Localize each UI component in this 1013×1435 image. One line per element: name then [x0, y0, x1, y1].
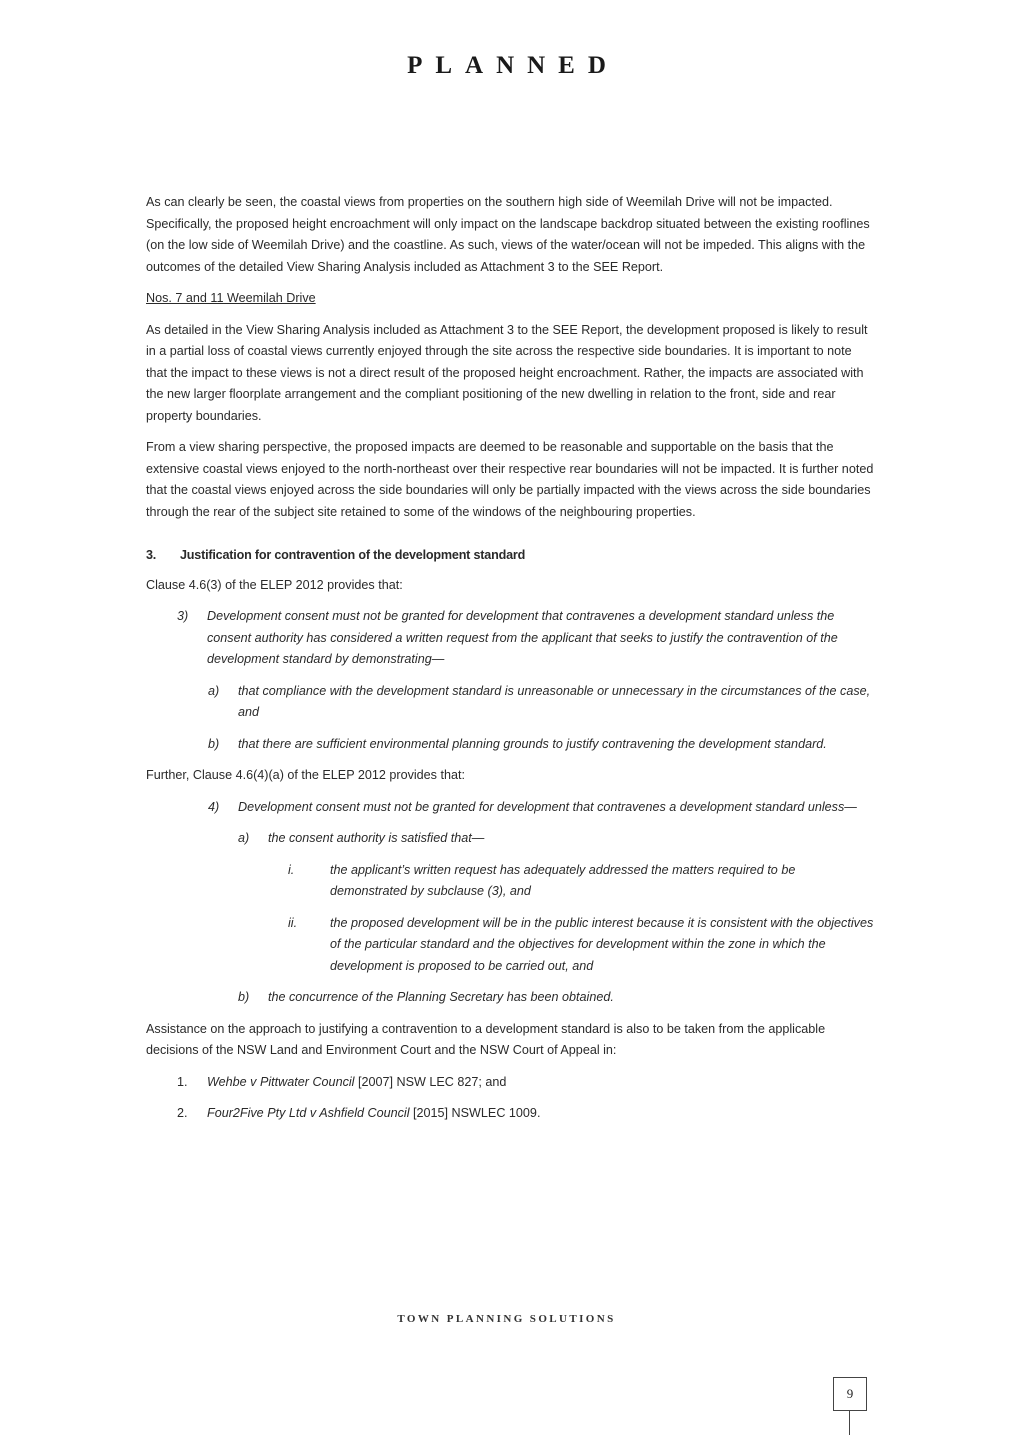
clause-4-a-ii-text: the proposed development will be in the public interest because it is consistent with the objectives of the particular standard and the objectives for development within the zone in which the development is proposed to be carried out, and	[330, 915, 874, 973]
page-number-tick	[849, 1411, 850, 1435]
case-number: 2.	[177, 1106, 188, 1120]
clause-4	[146, 797, 874, 819]
section-title: Justification for contravention of the development standard	[180, 548, 526, 562]
subheading-weemilah-drive: Nos. 7 and 11 Weemilah Drive	[146, 291, 316, 305]
clause-4-a-ii-marker: ii.	[288, 915, 298, 930]
paragraph-coastal-views: As can clearly be seen, the coastal views from properties on the southern high side of Weemilah Drive will not be impacted. Specifically, the proposed height encroachment will only impact on the landscape backdrop situated between the existing rooflines (on the low side of Weemilah Drive) and the coastline. As such, views of the water/ocean will not be impeded. This aligns with the outcomes of the detailed View Sharing Analysis included as Attachment 3 to the SEE Report.	[146, 195, 870, 274]
clause-3-a	[146, 681, 874, 724]
clause-4-a-i-marker: i.	[288, 862, 295, 877]
case-name: Four2Five Pty Ltd v Ashfield Council	[207, 1106, 410, 1120]
case-list-item	[146, 1103, 874, 1125]
paragraph-assistance: Assistance on the approach to justifying a contravention to a development standard is also to be taken from the applicable decisions of the NSW Land and Environment Court and the NSW Court of Appeal in:	[146, 1021, 826, 1057]
clause-4-a-i-text: the applicant’s written request has adequately addressed the matters required to be demonstrated by subclause (3), and	[330, 862, 796, 898]
clause-4-marker: 4)	[208, 799, 220, 814]
clause-4-a	[146, 828, 874, 850]
clause-3-b	[146, 734, 874, 756]
clause-3-b-marker: b)	[208, 736, 220, 751]
clause-4-a-text: the consent authority is satisfied that—	[268, 831, 485, 845]
section-heading	[146, 545, 874, 567]
clause-3-a-text: that compliance with the development standard is unreasonable or unnecessary in the circumstances of the case, and	[238, 683, 871, 719]
document-body	[146, 192, 874, 1135]
paragraph-view-sharing-perspective: From a view sharing perspective, the proposed impacts are deemed to be reasonable and supportable on the basis that the extensive coastal views enjoyed to the north-northeast over their respective rear boundaries will not be impacted. It is further noted that the coastal views enjoyed across the side boundaries will only be partially impacted with the views across the side boundaries through the rear of the subject site retained to some of the windows of the neighbouring properties.	[146, 440, 874, 519]
clause-4-b-marker: b)	[238, 990, 250, 1004]
clause-4-a-ii	[146, 913, 874, 978]
case-citation: [2007] NSW LEC 827; and	[354, 1074, 507, 1089]
clause-4-b	[146, 987, 874, 1009]
case-citation: [2015] NSWLEC 1009.	[409, 1106, 541, 1120]
page-number: 9	[833, 1377, 867, 1411]
header-brand: PLANNED	[407, 52, 619, 79]
clause-4-text: Development consent must not be granted for development that contravenes a development standard unless—	[238, 799, 857, 814]
clause-3-text: Development consent must not be granted for development that contravenes a development standard unless the consent authority has considered a written request from the applicant that seeks to justify the contravention of the development standard by demonstrating—	[207, 609, 838, 666]
clause-intro-4-6-3: Clause 4.6(3) of the ELEP 2012 provides that:	[146, 577, 403, 592]
clause-4-a-i	[146, 860, 874, 903]
case-number: 1.	[177, 1074, 188, 1089]
case-name: Wehbe v Pittwater Council	[207, 1074, 355, 1089]
clause-intro-4-6-4: Further, Clause 4.6(4)(a) of the ELEP 2012 provides that:	[146, 768, 465, 782]
clause-3-b-text: that there are sufficient environmental planning grounds to justify contravening the development standard.	[238, 736, 827, 751]
paragraph-view-sharing-analysis: As detailed in the View Sharing Analysis included as Attachment 3 to the SEE Report, the development proposed is likely to result in a partial loss of coastal views currently enjoyed through the site across the respective side boundaries. It is important to note that the impact to these views is not a direct result of the proposed height encroachment. Rather, the impacts are associated with the new larger floorplate arrangement and the compliant positioning of the new dwelling in relation to the front, side and rear property boundaries.	[146, 322, 868, 423]
clause-4-b-text: the concurrence of the Planning Secretary has been obtained.	[268, 990, 614, 1004]
section-number: 3.	[146, 548, 157, 562]
clause-3-a-marker: a)	[208, 683, 220, 698]
clause-4-a-marker: a)	[238, 831, 250, 845]
case-list-item	[146, 1072, 874, 1094]
clause-3	[146, 606, 874, 671]
footer-brand: TOWN PLANNING SOLUTIONS	[397, 1313, 616, 1325]
clause-3-marker: 3)	[177, 609, 189, 623]
